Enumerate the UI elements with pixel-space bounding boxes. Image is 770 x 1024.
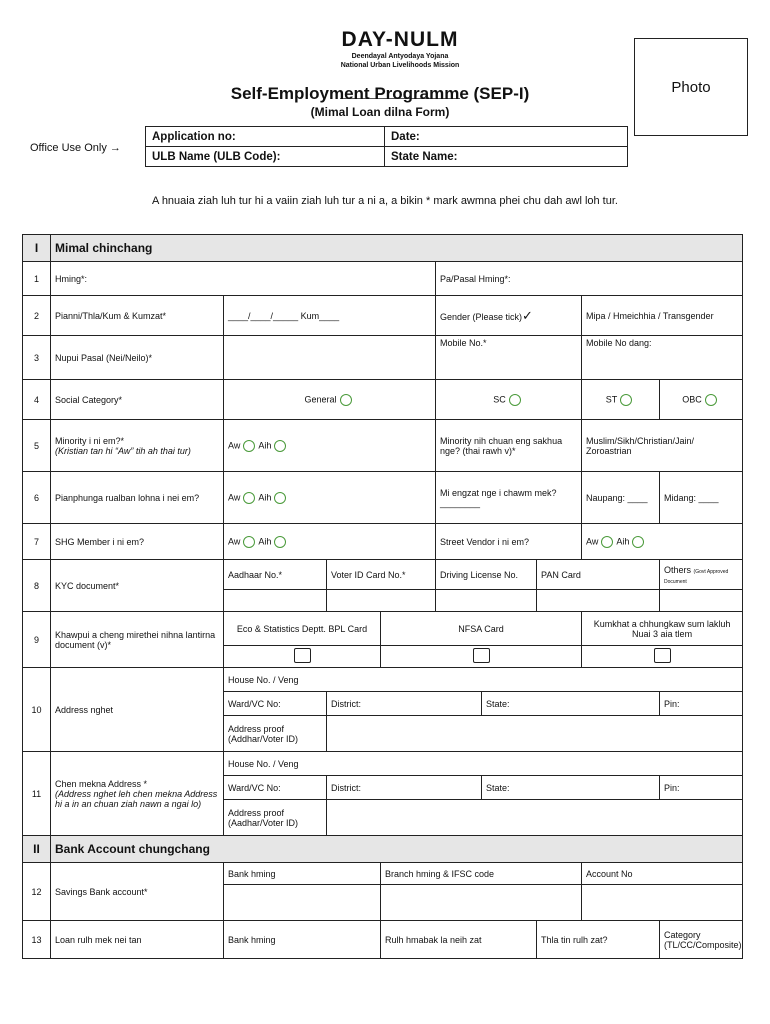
current-pin-field[interactable]: Pin:	[660, 776, 743, 800]
marital-status-field[interactable]	[224, 336, 436, 380]
vendor-no-radio[interactable]	[632, 536, 644, 548]
section-2-title: Bank Account chungchang	[51, 836, 743, 863]
income-checkbox[interactable]	[654, 648, 671, 663]
ulb-name-field[interactable]: ULB Name (ULB Code):	[146, 147, 385, 167]
table-row: Address proof (Aadhar/Voter ID)	[23, 800, 743, 836]
bpl-checkbox[interactable]	[294, 648, 311, 663]
driving-license-input[interactable]	[436, 590, 537, 612]
permanent-district-field[interactable]: District:	[327, 692, 482, 716]
form-title: Self-Employment Programme (SEP-I)	[230, 84, 530, 103]
permanent-proof-field[interactable]	[327, 716, 743, 752]
table-row: 5 Minority i ni em?* (Kristian tan hi “Aw” tih ah thai tur) Aw Aih Minority nih chuan eng sakhua nge? (thai rawh v)* Muslim/Sikh/Christian/Jain/ Zoroastrian	[23, 420, 743, 472]
current-district-field[interactable]: District:	[327, 776, 482, 800]
section-2-header: II Bank Account chungchang	[23, 836, 743, 863]
date-field[interactable]: Date:	[385, 127, 628, 147]
application-no-field[interactable]: Application no:	[146, 127, 385, 147]
section-1-title: Mimal chinchang	[51, 235, 743, 262]
branch-ifsc-input[interactable]	[381, 885, 582, 921]
alt-mobile-field[interactable]: Mobile No dang:	[582, 336, 743, 380]
logo	[300, 28, 500, 70]
table-row: 2 Pianni/Thla/Kum & Kumzat* ____/____/_____ Kum____ Gender (Please tick)✓ Mipa / Hmeichhia / Transgender	[23, 296, 743, 336]
disability-no-radio[interactable]	[274, 492, 286, 504]
logo-subtitle-2: National Urban Livelihoods Mission	[340, 62, 460, 69]
logo-subtitle-1: Deendayal Antyodaya Yojana	[351, 53, 449, 60]
shg-no-radio[interactable]	[274, 536, 286, 548]
others-field[interactable]: Midang: ____	[660, 472, 743, 524]
dob-age-field[interactable]: ____/____/_____ Kum____	[224, 296, 436, 336]
name-field[interactable]: Hming*:	[51, 262, 436, 296]
table-row: 13 Loan rulh mek nei tan Bank hming Rulh hmabak la neih zat Thla tin rulh zat? Category (TL/CC/Composite)	[23, 921, 743, 959]
current-proof-field[interactable]	[327, 800, 743, 836]
permanent-house-field[interactable]: House No. / Veng	[224, 668, 743, 692]
permanent-state-field[interactable]: State:	[482, 692, 660, 716]
logo-title: DAY-NULM	[341, 28, 459, 51]
office-use-table	[145, 126, 628, 167]
voter-id-input[interactable]	[327, 590, 436, 612]
vendor-yes-radio[interactable]	[601, 536, 613, 548]
table-row: 10 Address nghet House No. / Veng	[23, 668, 743, 692]
table-row: 7 SHG Member i ni em? Aw Aih Street Vendor i ni em? Aw Aih	[23, 524, 743, 560]
account-no-input[interactable]	[582, 885, 743, 921]
table-row: 4 Social Category* General SC ST OBC	[23, 380, 743, 420]
table-row: 6 Pianphunga rualban lohna i nei em? Aw Aih Mi engzat nge i chawm mek? ________ Naupang: ____ Midang: ____	[23, 472, 743, 524]
permanent-ward-field[interactable]: Ward/VC No:	[224, 692, 327, 716]
loan-outstanding-field[interactable]: Rulh hmabak la neih zat	[381, 921, 537, 959]
section-1-header: I Mimal chinchang	[23, 235, 743, 262]
table-row: 1 Hming*: Pa/Pasal Hming*:	[23, 262, 743, 296]
main-form-table	[22, 234, 743, 959]
table-row: 8 KYC document* Aadhaar No.* Voter ID Card No.* Driving License No. PAN Card Others (Govt Approved Document	[23, 560, 743, 590]
photo-box[interactable]: Photo	[634, 38, 748, 136]
current-ward-field[interactable]: Ward/VC No:	[224, 776, 327, 800]
minority-yes-radio[interactable]	[243, 440, 255, 452]
table-row: 12 Savings Bank account* Bank hming Branch hming & IFSC code Account No	[23, 863, 743, 885]
obc-radio[interactable]	[705, 394, 717, 406]
father-spouse-name-field[interactable]: Pa/Pasal Hming*:	[436, 262, 743, 296]
pan-input[interactable]	[537, 590, 660, 612]
savings-bank-input[interactable]	[224, 885, 381, 921]
sc-radio[interactable]	[509, 394, 521, 406]
disability-yes-radio[interactable]	[243, 492, 255, 504]
mobile-field[interactable]: Mobile No.*	[436, 336, 582, 380]
loan-bank-field[interactable]: Bank hming	[224, 921, 381, 959]
general-radio[interactable]	[340, 394, 352, 406]
minority-no-radio[interactable]	[274, 440, 286, 452]
nfsa-checkbox[interactable]	[473, 648, 490, 663]
form-subtitle: (Mimal Loan dilna Form)	[310, 105, 450, 119]
tick-icon: ✓	[522, 307, 533, 323]
current-state-field[interactable]: State:	[482, 776, 660, 800]
children-field[interactable]: Naupang: ____	[582, 472, 660, 524]
shg-yes-radio[interactable]	[243, 536, 255, 548]
monthly-repayment-field[interactable]: Thla tin rulh zat?	[537, 921, 660, 959]
gender-options[interactable]: Mipa / Hmeichhia / Transgender	[582, 296, 743, 336]
aadhaar-input[interactable]	[224, 590, 327, 612]
table-row: 3 Nupui Pasal (Nei/Neilo)* Mobile No.* Mobile No dang:	[23, 336, 743, 380]
dependents-field[interactable]: ________	[440, 497, 481, 508]
instruction-text: A hnuaia ziah luh tur hi a vaiin ziah luh tur a ni a, a bikin * mark awmna phei chu dah awl loh tur.	[152, 195, 618, 207]
other-doc-input[interactable]	[660, 590, 743, 612]
office-use-label: Office Use Only →	[30, 142, 121, 154]
loan-category-field[interactable]: Category (TL/CC/Composite)	[660, 921, 743, 959]
permanent-pin-field[interactable]: Pin:	[660, 692, 743, 716]
table-row: 11 Chen mekna Address * (Address nghet leh chen mekna Address hi a in an chuan ziah nawn a ngai lo) House No. / Veng	[23, 752, 743, 776]
table-row: Address proof (Addhar/Voter ID)	[23, 716, 743, 752]
state-name-field[interactable]: State Name:	[385, 147, 628, 167]
religion-options[interactable]: Muslim/Sikh/Christian/Jain/ Zoroastrian	[582, 420, 743, 472]
table-row: 9 Khawpui a cheng mirethei nihna lantirna document (v)* Eco & Statistics Deptt. BPL Card NFSA Card Kumkhat a chhungkaw sum lakluh Nuai 3 aia tlem	[23, 612, 743, 646]
st-radio[interactable]	[620, 394, 632, 406]
current-house-field[interactable]: House No. / Veng	[224, 752, 743, 776]
